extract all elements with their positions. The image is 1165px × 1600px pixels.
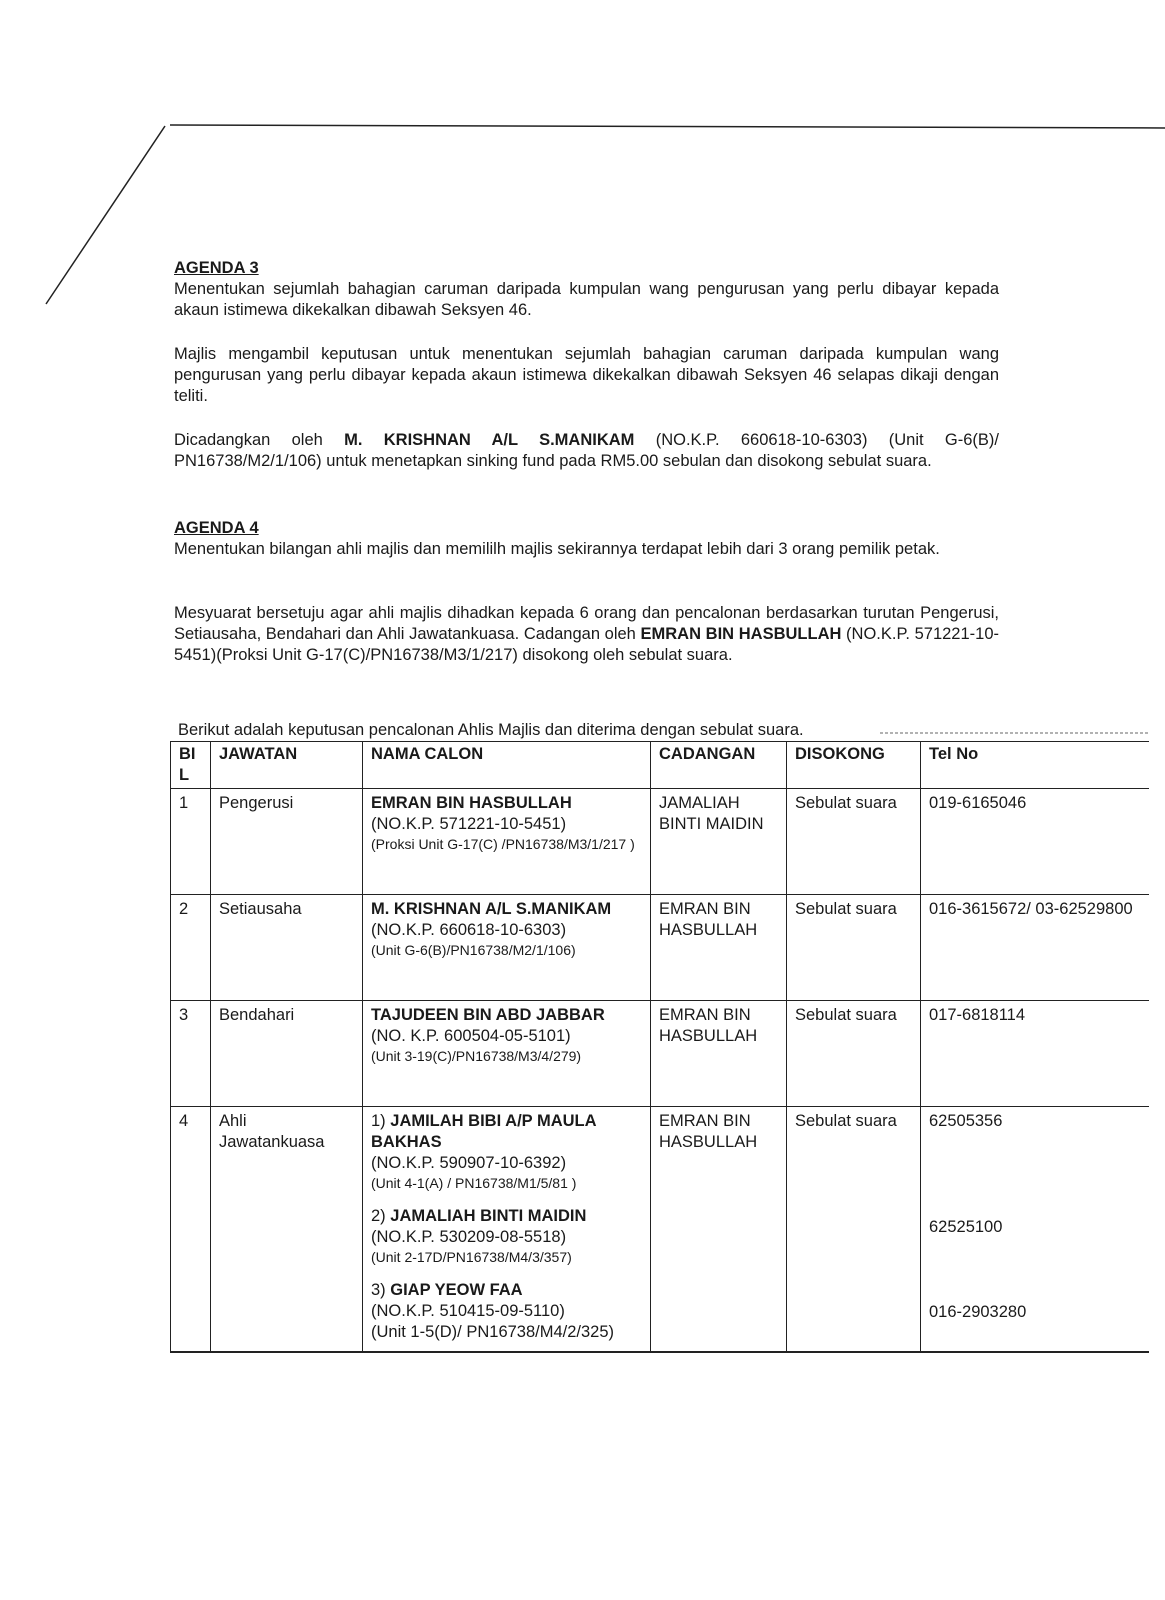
header-cadangan: CADANGAN	[651, 742, 787, 789]
row-cadangan: JAMALIAH BINTI MAIDIN	[651, 789, 787, 895]
row-candidate	[363, 1001, 651, 1107]
table-header-row	[171, 742, 1149, 789]
row-bil: 3	[171, 1001, 211, 1107]
member-number: 2)	[371, 1207, 391, 1225]
row-jawatan: Setiausaha	[211, 895, 363, 1001]
member-name: JAMALIAH BINTI MAIDIN	[390, 1207, 587, 1225]
header-tel: Tel No	[921, 742, 1149, 789]
row-bil: 4	[171, 1107, 211, 1353]
row-bil: 2	[171, 895, 211, 1001]
table-caption: Berikut adalah keputusan pencalonan Ahlis Majlis dan diterima dengan sebulat suara.	[178, 721, 804, 739]
row-candidate	[363, 789, 651, 895]
diagonal-scan-line	[46, 126, 165, 304]
candidate-ic: (NO.K.P. 571221-10-5451)	[371, 815, 567, 833]
agenda4-decision-prefix: Mesyuarat bersetuju agar ahli majlis dihadkan kepada 6 orang dan pencalonan berdasarkan turutan Pengerusi, Setiausaha, Bendahari dan Ahli Jawatankuasa. Cadangan oleh	[174, 604, 999, 643]
row-jawatan: Bendahari	[211, 1001, 363, 1107]
member-unit: (Unit 2-17D/PN16738/M4/3/357)	[371, 1249, 572, 1265]
row-disokong: Sebulat suara	[787, 1001, 921, 1107]
agenda3-proposal-prefix: Dicadangkan oleh	[174, 431, 345, 449]
committee-member-1	[371, 1111, 642, 1206]
row-cadangan: EMRAN BIN HASBULLAH	[651, 1107, 787, 1353]
member-ic: (NO.K.P. 510415-09-5110)	[371, 1302, 565, 1320]
candidate-ic: (NO. K.P. 600504-05-5101)	[371, 1027, 571, 1045]
row-disokong: Sebulat suara	[787, 789, 921, 895]
agenda4-decision-suffix: (NO.K.P. 571221-10-5451)(Proksi Unit G-17(C)/PN16738/M3/1/217) disokong oleh sebulat suara.	[174, 625, 999, 664]
member-ic: (NO.K.P. 590907-10-6392)	[371, 1154, 567, 1172]
agenda3-proposal-name: M. KRISHNAN A/L S.MANIKAM	[344, 431, 635, 449]
top-rule	[170, 125, 1165, 128]
agenda3-section	[174, 258, 999, 321]
header-nama: NAMA CALON	[363, 742, 651, 789]
table-row	[171, 895, 1149, 1001]
member-unit: (Unit 4-1(A) / PN16738/M1/5/81 )	[371, 1175, 577, 1191]
row-jawatan: Ahli Jawatankuasa	[211, 1107, 363, 1353]
row-candidates	[363, 1107, 651, 1353]
member-name: GIAP YEOW FAA	[390, 1281, 523, 1299]
row-tel: 017-6818114	[921, 1001, 1149, 1107]
row-tel	[921, 1107, 1149, 1353]
row-cadangan: EMRAN BIN HASBULLAH	[651, 895, 787, 1001]
candidate-unit: (Unit G-6(B)/PN16738/M2/1/106)	[371, 942, 576, 958]
header-jawatan: JAWATAN	[211, 742, 363, 789]
row-tel: 019-6165046	[921, 789, 1149, 895]
committee-member-2	[371, 1206, 642, 1280]
header-bil: BI L	[171, 742, 211, 789]
agenda4-description: Menentukan bilangan ahli majlis dan memililh majlis sekirannya terdapat lebih dari 3 orang pemilik petak.	[174, 540, 940, 558]
agenda3-proposal-suffix: (NO.K.P. 660618-10-6303) (Unit G-6(B)/ PN16738/M2/1/106) untuk menetapkan sinking fund pada RM5.00 sebulan dan disokong sebulat suara.	[174, 431, 999, 470]
row-disokong: Sebulat suara	[787, 895, 921, 1001]
agenda3-heading: AGENDA 3	[174, 259, 259, 277]
row-tel: 016-3615672/ 03-62529800	[921, 895, 1149, 1001]
table-row	[171, 789, 1149, 895]
member-tel: 62505356	[929, 1112, 1003, 1130]
nomination-table	[170, 741, 1149, 1353]
candidate-name: TAJUDEEN BIN ABD JABBAR	[371, 1006, 605, 1024]
row-disokong: Sebulat suara	[787, 1107, 921, 1353]
row-candidate	[363, 895, 651, 1001]
table-row-committee	[171, 1107, 1149, 1353]
row-cadangan: EMRAN BIN HASBULLAH	[651, 1001, 787, 1107]
agenda4-heading: AGENDA 4	[174, 519, 259, 537]
row-jawatan: Pengerusi	[211, 789, 363, 895]
candidate-ic: (NO.K.P. 660618-10-6303)	[371, 921, 567, 939]
candidate-name: EMRAN BIN HASBULLAH	[371, 794, 572, 812]
member-tel: 62525100	[929, 1218, 1003, 1236]
agenda3-description: Menentukan sejumlah bahagian caruman daripada kumpulan wang pengurusan yang perlu dibayar kepada akaun istimewa dikekalkan dibawah Seksyen 46.	[174, 280, 999, 319]
agenda4-decision	[174, 603, 999, 666]
candidate-unit: (Proksi Unit G-17(C) /PN16738/M3/1/217 )	[371, 836, 635, 852]
candidate-unit: (Unit 3-19(C)/PN16738/M3/4/279)	[371, 1048, 582, 1064]
member-number: 1)	[371, 1112, 391, 1130]
agenda3-decision: Majlis mengambil keputusan untuk menentukan sejumlah bahagian caruman daripada kumpulan wang pengurusan yang perlu dibayar kepada akaun istimewa dikekalkan dibawah Seksyen 46 selapas dikaji dengan teliti.	[174, 345, 999, 405]
member-name: JAMILAH BIBI A/P MAULA BAKHAS	[371, 1112, 596, 1151]
candidate-name: M. KRISHNAN A/L S.MANIKAM	[371, 900, 612, 918]
agenda3-proposal	[174, 430, 999, 472]
agenda4-decision-name: EMRAN BIN HASBULLAH	[640, 625, 842, 643]
member-tel: 016-2903280	[929, 1303, 1027, 1321]
member-number: 3)	[371, 1281, 391, 1299]
member-ic: (NO.K.P. 530209-08-5518)	[371, 1228, 567, 1246]
row-bil: 1	[171, 789, 211, 895]
member-unit: (Unit 1-5(D)/ PN16738/M4/2/325)	[371, 1323, 615, 1341]
table-row	[171, 1001, 1149, 1107]
committee-member-3	[371, 1280, 642, 1349]
header-disokong: DISOKONG	[787, 742, 921, 789]
agenda4-section	[174, 518, 999, 560]
